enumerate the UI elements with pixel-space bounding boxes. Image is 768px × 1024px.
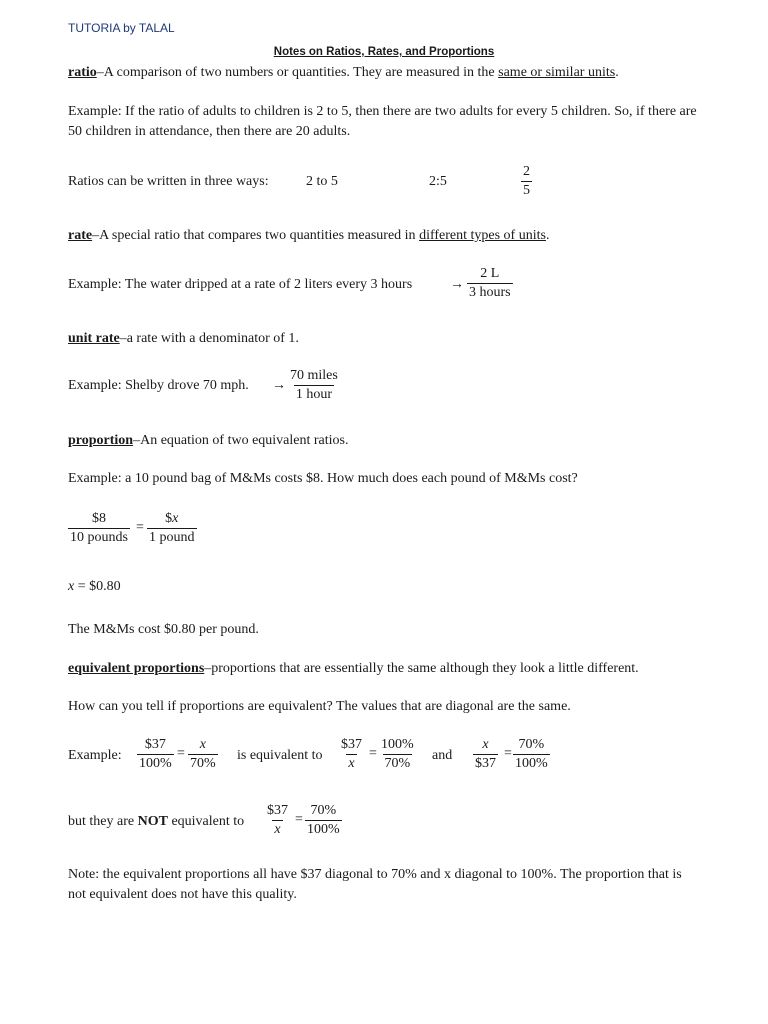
brand-header: TUTORIA by TALAL <box>68 21 175 35</box>
same-units-phrase: same or similar units <box>498 65 616 80</box>
term-unit-rate: unit rate <box>68 331 120 346</box>
term-rate: rate <box>68 228 93 243</box>
equivalent-fraction-3-left: $\frac{x}{\$37}$ <box>475 737 496 771</box>
ratio-way-words: 2 to 5 <box>306 174 338 189</box>
equivalent-definition: equivalent proportions–proportions that are essentially the same although they look a little different. <box>68 661 639 676</box>
ratio-way-colon: 2:5 <box>429 174 447 189</box>
equivalent-fraction-1-right: $\frac{x}{70\%}$ <box>190 737 216 771</box>
equals-sign: = <box>369 746 377 761</box>
and-label: and <box>432 748 453 763</box>
proportion-definition: proportion–An equation of two equivalent ratios. <box>68 433 349 448</box>
not-equivalent-label: but they are NOT equivalent to <box>68 814 245 829</box>
proportion-left-fraction: $8 10 pounds <box>70 511 128 545</box>
equivalent-example-label: Example: <box>68 748 122 763</box>
equals-sign: = <box>177 746 185 761</box>
arrow-icon: → <box>450 277 464 292</box>
ratio-definition: ratio–A comparison of two numbers or quantities. They are measured in the same or similar units. <box>68 65 619 80</box>
proportion-right-fraction: $x 1 pound <box>149 511 195 545</box>
term-equivalent-proportions: equivalent proportions <box>68 661 205 676</box>
rate-definition: rate–A special ratio that compares two quantities measured in different types of units. <box>68 228 550 243</box>
not-equivalent-fraction-left: $\frac{\$37}{x}$ <box>267 803 288 837</box>
rate-example: Example: The water dripped at a rate of 2 liters every 3 hours <box>68 277 413 292</box>
rate-fraction: 2 L 3 hours <box>469 266 511 300</box>
arrow-icon: → <box>272 378 286 393</box>
note-paragraph: Note: the equivalent proportions all have $37 diagonal to 70% and x diagonal to 100%. The proportion that is not equivalent does not have this quality. <box>68 867 682 902</box>
unit-rate-definition: unit rate–a rate with a denominator of 1. <box>68 331 299 346</box>
document-title: Notes on Ratios, Rates, and Proportions <box>273 46 495 58</box>
proportion-conclusion: The M&Ms cost $0.80 per pound. <box>68 622 259 637</box>
term-proportion: proportion <box>68 433 134 448</box>
different-units-phrase: different types of units <box>419 228 546 243</box>
unit-rate-example: Example: Shelby drove 70 mph. <box>68 378 249 393</box>
equivalent-fraction-1-left: $\frac{\$37}{100\%}$ <box>139 737 172 771</box>
is-equivalent-to-label: is equivalent to <box>237 748 323 763</box>
ratio-ways-label: Ratios can be written in three ways: <box>68 174 269 189</box>
equivalent-fraction-2-left: $\frac{\$37}{x}$ <box>341 737 362 771</box>
equals-sign: = <box>295 812 303 827</box>
equals-sign: = <box>504 746 512 761</box>
ratio-way-fraction: $\frac{2}{5}$ <box>523 164 530 198</box>
equivalent-question: How can you tell if proportions are equivalent? The values that are diagonal are the same. <box>68 699 571 714</box>
proportion-example: Example: a 10 pound bag of M&Ms costs $8. How much does each pound of M&Ms cost? <box>68 471 578 486</box>
equals-sign: = <box>136 520 144 535</box>
equivalent-fraction-2-right: $\frac{100\%}{70\%}$ <box>381 737 414 771</box>
term-ratio: ratio <box>68 65 97 80</box>
unit-rate-fraction: 70 miles 1 hour <box>290 368 338 402</box>
proportion-solution: x = $0.80 <box>68 579 121 594</box>
equivalent-fraction-3-right: $\frac{70\%}{100\%}$ <box>515 737 548 771</box>
ratio-example: Example: If the ratio of adults to children is 2 to 5, then there are two adults for every 5 children. So, if there are 50 children in attendance, then there are 20 adults. <box>68 104 697 139</box>
not-equivalent-fraction-right: $\frac{70\%}{100\%}$ <box>307 803 340 837</box>
